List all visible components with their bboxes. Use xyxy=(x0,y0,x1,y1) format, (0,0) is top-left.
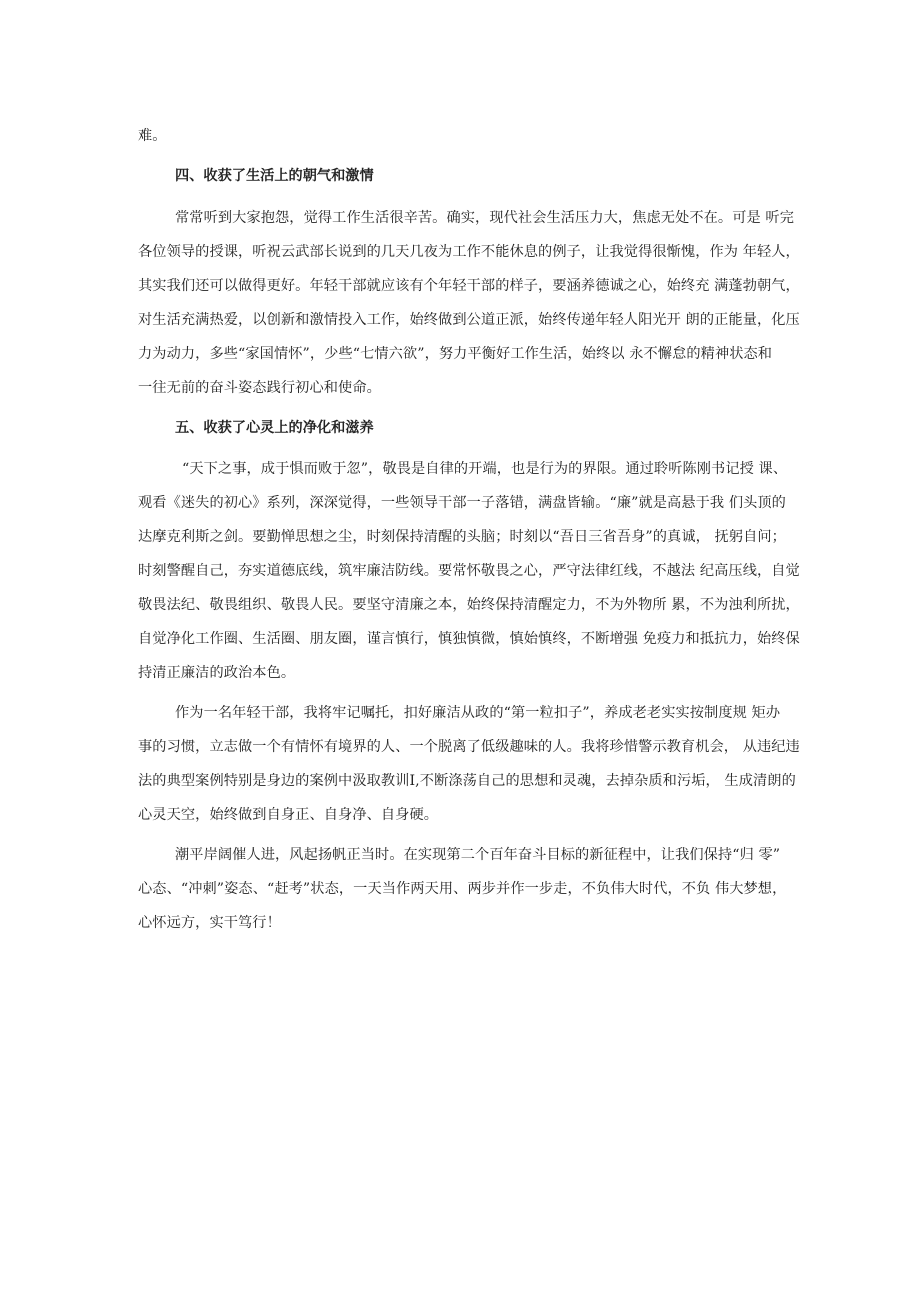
paragraph-line: 敬畏法纪、敬畏组织、敬畏人民。要坚守清廉之本，始终保持清醒定力，不为外物所 累，不为浊利所扰， xyxy=(138,597,800,613)
document-body xyxy=(138,126,800,933)
paragraph-line: “天下之事，成于惧而败于忽”，敬畏是自律的开端，也是行为的界限。通过聆听陈刚书记授 课、 xyxy=(182,461,788,477)
paragraph-line: 时刻警醒自己，夯实道德底线，筑牢廉洁防线。要常怀敬畏之心，严守法律红线，不越法 纪高压线，自觉 xyxy=(138,563,800,579)
paragraph-line: 法的典型案例特别是身边的案例中汲取教训I,不断涤荡自己的思想和灵魂，去掉杂质和污垢， 生成清朗的 xyxy=(138,773,796,789)
paragraph-line: 自觉净化工作圈、生活圈、朋友圈，谨言慎行，慎独慎微，慎始慎终，不断增强 免疫力和抵抗力，始终保 xyxy=(138,631,800,647)
continuation-line: 难。 xyxy=(138,128,167,144)
paragraph-line: 心怀远方，实干笃行！ xyxy=(138,915,281,931)
paragraph-line: 达摩克利斯之剑。要勤惮思想之尘，时刻保持清醒的头脑；时刻以“吾日三省吾身”的真诚， 抚躬自问； xyxy=(138,529,786,545)
paragraph-line: 观看《迷失的初心》系列，深深觉得，一些领导干部一子落错，满盘皆输。“廉”就是高悬于我 们头顶的 xyxy=(138,495,786,511)
section-5-paragraph-1 xyxy=(138,459,800,683)
paragraph-line: 其实我们还可以做得更好。年轻干部就应该有个年轻干部的样子，要涵养德诚之心，始终充 满蓬勃朝气， xyxy=(138,278,800,294)
paragraph-line: 力为动力，多些“家国情怀”，少些“七情六欲”，努力平衡好工作生活，始终以 永不懈怠的精神状态和 xyxy=(138,346,773,362)
paragraph-line: 事的习惯，立志做一个有情怀有境界的人、一个脱离了低级趣味的人。我将珍惜警示教育机会， 从违纪违 xyxy=(138,739,800,755)
paragraph-line: 持清正廉洁的政治本色。 xyxy=(138,665,296,681)
paragraph-line: 一往无前的奋斗姿态践行初心和使命。 xyxy=(138,380,381,396)
paragraph-line: 对生活充满热爱，以创新和激情投入工作，始终做到公道正派，始终传递年轻人阳光开 朗的正能量，化压 xyxy=(138,312,800,328)
paragraph-line: 心态、“冲刺”姿态、“赶考”状态，一天当作两天用、两步并作一步走，不负伟大时代，不负 伟大梦想， xyxy=(138,881,787,897)
paragraph-line: 常常听到大家抱怨，觉得工作生活很辛苦。确实，现代社会生活压力大，焦虑无处不在。可是 听完 xyxy=(175,210,794,226)
paragraph-line: 各位领导的授课，听祝云武部长说到的几天几夜为工作不能休息的例子，让我觉得很惭愧，作为 年轻人， xyxy=(138,244,800,260)
paragraph-line: 潮平岸阔催人进，风起扬帆正当时。在实现第二个百年奋斗目标的新征程中，让我们保持“归 零” xyxy=(175,847,781,863)
paragraph-line: 作为一名年轻干部，我将牢记嘱托，扣好廉洁从政的“第一粒扣子”，养成老老实实按制度规 矩办 xyxy=(175,705,781,721)
section-5-heading: 五、收获了心灵上的净化和滋养 xyxy=(175,420,374,436)
section-4-heading: 四、收获了生活上的朝气和激情 xyxy=(175,168,374,184)
paragraph-line: 心灵天空，始终做到自身正、自身净、自身硬。 xyxy=(138,807,439,823)
section-5-paragraph-2 xyxy=(138,703,800,825)
section-5-paragraph-3 xyxy=(138,845,800,933)
section-4-paragraph xyxy=(138,208,800,398)
